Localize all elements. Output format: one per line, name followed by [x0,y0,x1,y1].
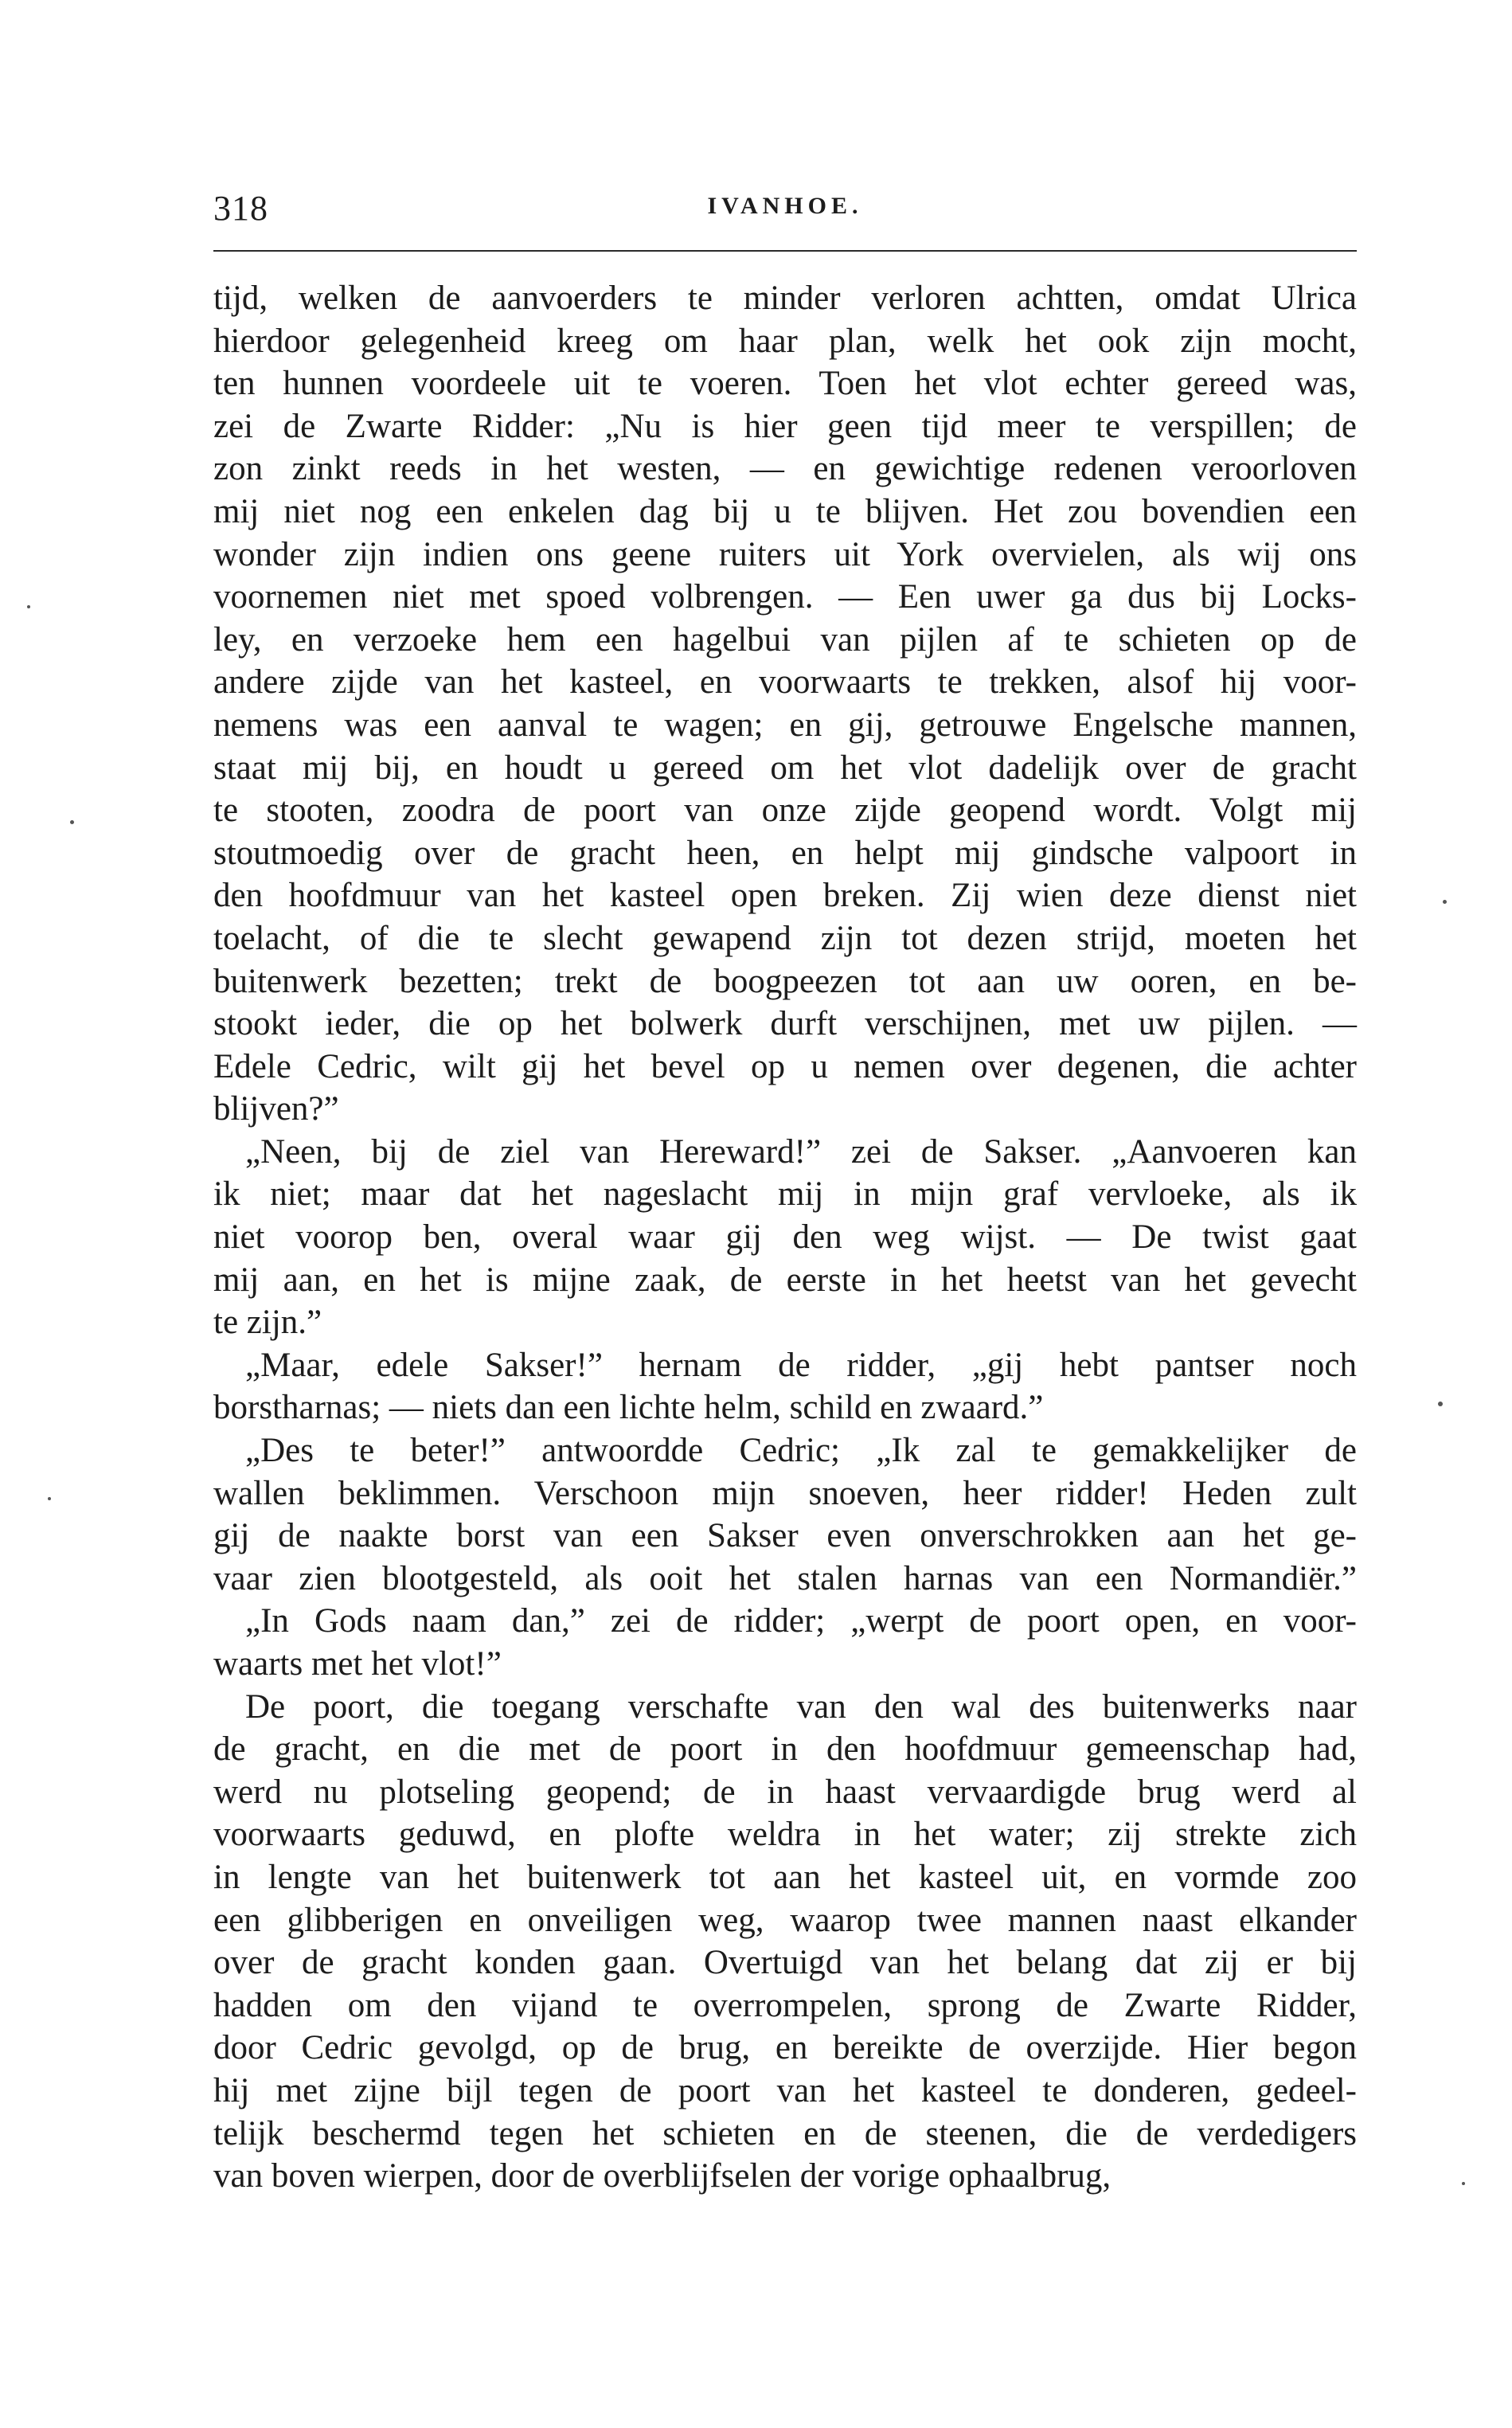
text-line: over de gracht konden gaan. Overtuigd van het belang dat zij er bij [213,1944,1357,1982]
text-line: te zijn.” [213,1304,322,1342]
text-line: mij aan, en het is mijne zaak, de eerste in het heetst van het gevecht [213,1261,1357,1299]
scan-speck [1438,1402,1443,1406]
text-line: waarts met het vlot!” [213,1645,502,1683]
text-line: zei de Zwarte Ridder: „Nu is hier geen tijd meer te verspillen; de [213,407,1357,445]
page-header [213,188,1357,236]
text-line: „Des te beter!” antwoordde Cedric; „Ik zal te gemakkelijker de [245,1432,1357,1470]
scan-speck [70,820,74,824]
text-line: nemens was een aanval te wagen; en gij, getrouwe Engelsche mannen, [213,706,1357,744]
scan-speck [27,605,30,608]
text-line: te stooten, zoodra de poort van onze zijde geopend wordt. Volgt mij [213,792,1357,830]
text-line: mij niet nog een enkelen dag bij u te blijven. Het zou bovendien een [213,492,1357,530]
text-line: door Cedric gevolgd, op de brug, en bereikte de overzijde. Hier begon [213,2029,1357,2067]
text-line: niet voorop ben, overal waar gij den weg wijst. — De twist gaat [213,1218,1357,1257]
text-line: De poort, die toegang verschafte van den wal des buitenwerks naar [245,1687,1357,1726]
text-line: werd nu plotseling geopend; de in haast vervaardigde brug werd al [213,1773,1357,1811]
text-body [213,277,1357,2198]
scan-speck [1462,2182,1465,2185]
text-line: blijven?” [213,1090,339,1128]
text-line: tijd, welken de aanvoerders te minder verloren achtten, omdat Ulrica [213,280,1357,317]
text-line: zon zinkt reeds in het westen, — en gewichtige redenen veroorloven [213,450,1357,488]
text-line: staat mij bij, en houdt u gereed om het vlot dadelijk over de gracht [213,749,1357,787]
text-line: voornemen niet met spoed volbrengen. — Een uwer ga dus bij Locks- [213,578,1357,616]
text-line: de gracht, en die met de poort in den hoofdmuur gemeenschap had, [213,1730,1357,1769]
text-line: stoutmoedig over de gracht heen, en helpt mij gindsche valpoort in [213,834,1357,872]
scan-speck [48,1497,51,1500]
text-line: hadden om den vijand te overrompelen, sprong de Zwarte Ridder, [213,1986,1357,2024]
text-line: vaar zien blootgesteld, als ooit het stalen harnas van een Normandiër.” [213,1559,1357,1597]
text-line: hij met zijne bijl tegen de poort van het kasteel te donderen, gedeel- [213,2071,1357,2109]
text-line: gij de naakte borst van een Sakser even onverschrokken aan het ge- [213,1517,1357,1555]
text-line: ik niet; maar dat het nageslacht mij in mijn graf vervloeke, als ik [213,1175,1357,1214]
text-line: hierdoor gelegenheid kreeg om haar plan, welk het ook zijn mocht, [213,322,1357,360]
text-line: Edele Cedric, wilt gij het bevel op u nemen over degenen, die achter [213,1047,1357,1085]
text-line: toelacht, of die te slecht gewapend zijn tot dezen strijd, moeten het [213,919,1357,957]
scan-speck [1443,900,1447,904]
running-title: IVANHOE. [707,193,863,219]
text-line: voorwaarts geduwd, en plofte weldra in het water; zij strekte zich [213,1816,1357,1854]
header-rule [213,250,1357,252]
text-line: in lengte van het buitenwerk tot aan het kasteel uit, en vormde zoo [213,1858,1357,1896]
text-line: buitenwerk bezetten; trekt de boogpeezen tot aan uw ooren, en be- [213,962,1357,1000]
text-line: „In Gods naam dan,” zei de ridder; „werpt de poort open, en voor- [245,1602,1357,1640]
page-number: 318 [213,189,268,228]
text-line: wonder zijn indien ons geene ruiters uit York overvielen, als wij ons [213,535,1357,573]
text-line: stookt ieder, die op het bolwerk durft verschijnen, met uw pijlen. — [213,1005,1357,1043]
text-line: ley, en verzoeke hem een hagelbui van pijlen af te schieten op de [213,620,1357,659]
text-line: wallen beklimmen. Verschoon mijn snoeven, heer ridder! Heden zult [213,1474,1357,1512]
text-line: een glibberigen en onveiligen weg, waarop twee mannen naast elkander [213,1901,1357,1939]
text-line: „Maar, edele Sakser!” hernam de ridder, „gij hebt pantser noch [245,1346,1357,1384]
text-line: borstharnas; — niets dan een lichte helm, schild en zwaard.” [213,1389,1044,1427]
text-line: „Neen, bij de ziel van Hereward!” zei de Sakser. „Aanvoeren kan [245,1132,1357,1171]
text-line: ten hunnen voordeele uit te voeren. Toen het vlot echter gereed was, [213,365,1357,403]
text-line: van boven wierpen, door de overblijfselen der vorige ophaalbrug, [213,2157,1112,2195]
text-line: telijk beschermd tegen het schieten en de steenen, die de verdedigers [213,2114,1357,2152]
text-line: den hoofdmuur van het kasteel open breken. Zij wien deze dienst niet [213,877,1357,915]
text-line: andere zijde van het kasteel, en voorwaarts te trekken, alsof hij voor- [213,663,1357,702]
